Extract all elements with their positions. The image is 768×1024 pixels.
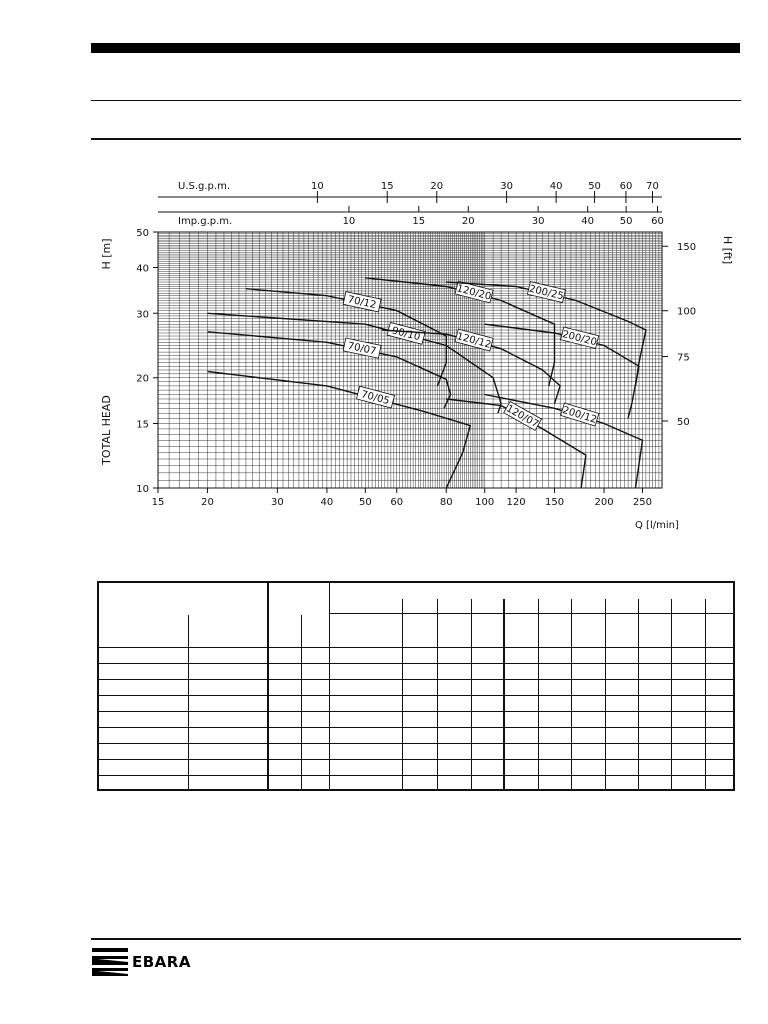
y2-tick-label: 150 (677, 242, 697, 254)
table-divider (437, 599, 438, 789)
spec-table (97, 581, 735, 791)
series-label: 70/07 (346, 340, 378, 358)
brand-name: EBARA (132, 953, 191, 971)
y2-tick-label: 50 (677, 416, 690, 428)
imp-gpm-tick-label: 50 (619, 216, 633, 227)
table-divider (99, 695, 735, 696)
y-tick-label: 50 (136, 228, 149, 239)
y-tick-label: 20 (136, 373, 149, 385)
series-label-group (561, 403, 599, 426)
table-divider (638, 599, 639, 789)
table-divider (99, 727, 735, 728)
imp-gpm-tick-label: 30 (531, 216, 545, 227)
x-tick-label: 150 (544, 497, 565, 508)
brand-logo (92, 948, 202, 976)
table-divider (605, 599, 606, 789)
x-tick-label: 120 (506, 497, 526, 508)
x-tick-label: 15 (151, 497, 165, 508)
us-gpm-tick-label: 20 (430, 181, 444, 192)
plot-frame (158, 232, 662, 488)
y-tick-label: 15 (136, 419, 149, 431)
x-tick-label: 100 (475, 497, 495, 508)
x-tick-label: 200 (594, 497, 614, 508)
ebara-logo-icon (92, 948, 128, 976)
x-tick-label: 250 (632, 497, 653, 508)
table-divider (99, 743, 735, 744)
table-divider (402, 599, 403, 789)
y-axis-label: H [m] (100, 238, 113, 270)
table-divider (99, 759, 735, 760)
x-tick-label: 30 (270, 497, 284, 508)
y-tick-label: 30 (136, 309, 149, 321)
table-divider (671, 599, 672, 789)
imp-gpm-tick-label: 60 (651, 216, 664, 227)
series-label: 200/25 (527, 283, 565, 303)
x-tick-label: 80 (439, 497, 453, 508)
footer-rule (91, 938, 741, 940)
y2-axis-label: H [ft] (721, 235, 734, 265)
us-gpm-tick-label: 40 (549, 181, 563, 192)
us-gpm-tick-label: 15 (380, 181, 394, 192)
series-line (208, 372, 471, 489)
us-gpm-label: U.S.g.p.m. (178, 181, 230, 192)
us-gpm-tick-label: 70 (646, 181, 659, 192)
table-divider (571, 599, 572, 789)
us-gpm-tick-label: 30 (500, 181, 513, 192)
x-tick-label: 40 (320, 497, 334, 508)
series-label: 70/12 (346, 294, 378, 312)
imp-gpm-label: Imp.g.p.m. (178, 216, 233, 227)
imp-gpm-tick-label: 10 (342, 216, 356, 227)
table-divider (99, 775, 735, 776)
table-divider (471, 599, 472, 789)
series-label-group (527, 282, 565, 303)
y-tick-label: 10 (136, 484, 149, 495)
y2-tick-label: 75 (677, 352, 690, 364)
x-tick-label: 50 (358, 497, 372, 508)
table-divider (503, 599, 505, 789)
y2-tick-label: 100 (677, 306, 697, 318)
us-gpm-tick-label: 60 (619, 181, 633, 192)
imp-gpm-tick-label: 40 (581, 216, 595, 227)
us-gpm-tick-label: 50 (588, 181, 601, 192)
table-divider (329, 613, 735, 614)
series-label: 70/05 (359, 389, 391, 408)
series-label: 200/12 (561, 405, 598, 426)
y-tick-label: 40 (136, 263, 149, 275)
series-label: 120/12 (455, 331, 493, 351)
table-divider (99, 663, 735, 664)
table-divider (99, 647, 735, 648)
table-divider (301, 615, 302, 789)
table-divider (99, 679, 735, 680)
y-axis-title: TOTAL HEAD (100, 395, 113, 465)
x-tick-label: 60 (390, 497, 404, 508)
series-label: 120/07 (504, 403, 541, 431)
x-tick-label: 20 (201, 497, 214, 508)
series-label: 200/20 (561, 329, 598, 349)
series-label: 90/10 (390, 325, 422, 344)
series-label-group (561, 327, 599, 348)
table-divider (705, 599, 706, 789)
imp-gpm-tick-label: 20 (461, 216, 475, 227)
table-divider (188, 615, 189, 789)
imp-gpm-tick-label: 15 (412, 216, 426, 227)
series-label-group (387, 322, 425, 344)
table-divider (99, 711, 735, 712)
series-label-group (504, 401, 542, 430)
us-gpm-tick-label: 10 (311, 181, 324, 192)
table-divider (538, 599, 539, 789)
series-label: 120/20 (455, 283, 493, 303)
x-axis-label: Q [l/min] (635, 520, 679, 531)
series-line (208, 313, 502, 413)
